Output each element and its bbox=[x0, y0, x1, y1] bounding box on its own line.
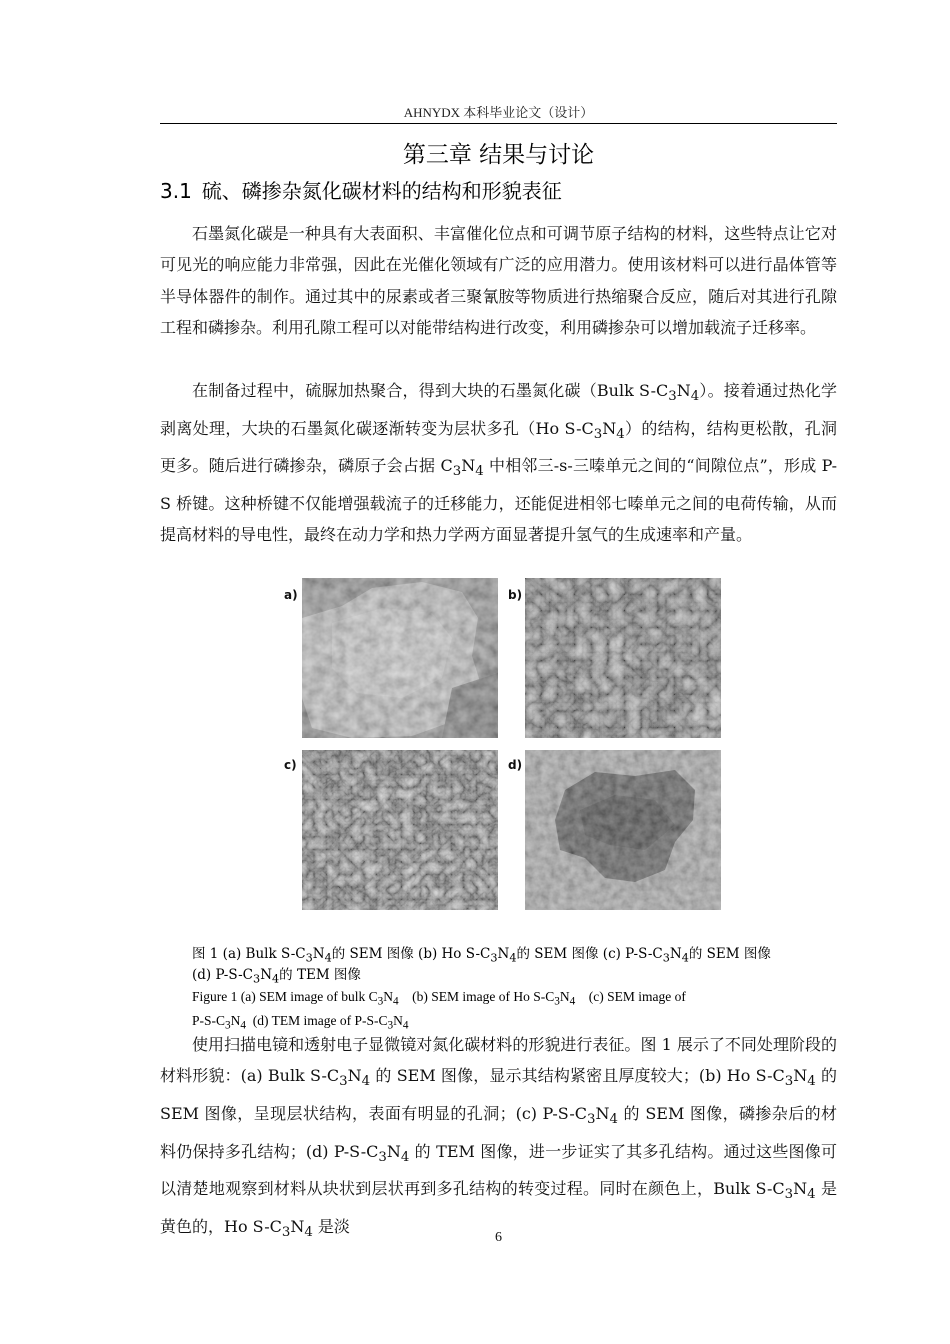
section-title: 硫、磷掺杂氮化碳材料的结构和形貌表征 bbox=[201, 179, 562, 203]
paragraph-1: 石墨氮化碳是一种具有大表面积、丰富催化位点和可调节原子结构的材料，这些特点让它对可见光的响应能力非常强，因此在光催化领域有广泛的应用潜力。使用该材料可以进行晶体管等半导体器件的制作。通过其中的尿素或者三聚氰胺等物质进行热缩聚合反应，随后对其进行孔隙工程和磷掺杂。利用孔隙工程可以对能带结构进行改变，利用磷掺杂可以增加载流子迁移率。 bbox=[160, 224, 837, 338]
panel-c-label: c) bbox=[284, 758, 297, 772]
paragraph-2: 在制备过程中，硫脲加热聚合，得到大块的石墨氮化碳（Bulk $S-C_3N_4$）。接着通过热化学剥离处理，大块的石墨氮化碳逐渐转变为层状多孔（Ho $S-C_3N_4$）的结构，结构更松散，孔洞更多。随后进行磷掺杂，磷原子会占据 $C_3N_4$ 中相邻三-s-三嗪单元之间的“间隙位点”，形成 P-S 桥键。这种桥键不仅能增强载流子的迁移能力，还能促进相邻七嗪单元之间的电荷传输，从而提高材料的导电性，最终在动力学和热力学两方面显著提升氢气的生成速率和产量。 bbox=[160, 381, 837, 545]
section-number: 3.1 bbox=[160, 179, 192, 203]
panel-b-label: b) bbox=[508, 588, 523, 602]
panel-c-sem-image bbox=[302, 750, 498, 910]
section-heading bbox=[160, 175, 562, 204]
panel-a-sem-image bbox=[302, 578, 498, 738]
panel-d-tem-image bbox=[525, 750, 721, 910]
panel-b-sem-image bbox=[525, 578, 721, 738]
panel-a-label: a) bbox=[284, 588, 298, 602]
caption-chinese: 图 1 (a) Bulk $S-C_3N_4$的 SEM 图像 (b) Ho $S-C_3N_4$的 SEM 图像 (c) $P-S-C_3N_4$的 SEM 图像 (d) $P-S-C_3N_4$的 TEM 图像 bbox=[192, 946, 771, 986]
caption-english: Figure 1 (a) SEM image of bulk $C_3N_4$ (b) SEM image of Ho $S-C_3N_4$ (c) SEM image of $P-S-C_3N_4$ (d) TEM image of $P-S-C_3N_4$ bbox=[192, 989, 686, 1032]
page-number: 6 bbox=[495, 1230, 502, 1245]
running-header: AHNYDX 本科毕业论文（设计） bbox=[403, 105, 594, 120]
figure-caption bbox=[192, 946, 822, 1035]
paragraph-3: 使用扫描电镜和透射电子显微镜对氮化碳材料的形貌进行表征。图 1 展示了不同处理阶段的材料形貌：(a) Bulk $S-C_3N_4$ 的 SEM 图像，显示其结构紧密且厚度较大；(b) Ho $S-C_3N_4$ 的 SEM 图像，呈现层状结构，表面有明显的孔洞；(c) $P-S-C_3N_4$ 的 SEM 图像，磷掺杂后的材料仍保持多孔结构；(d) $P-S-C_3N_4$ 的 TEM 图像，进一步证实了其多孔结构。通过这些图像可以清楚地观察到材料从块状到层状再到多孔结构的转变过程。同时在颜色上，Bulk $S-C_3N_4$ 是黄色的，Ho $S-C_3N_4$ 是淡 bbox=[160, 1035, 837, 1240]
header-rule bbox=[160, 123, 837, 124]
panel-d-label: d) bbox=[508, 758, 523, 772]
chapter-title: 第三章 结果与讨论 bbox=[402, 142, 595, 168]
